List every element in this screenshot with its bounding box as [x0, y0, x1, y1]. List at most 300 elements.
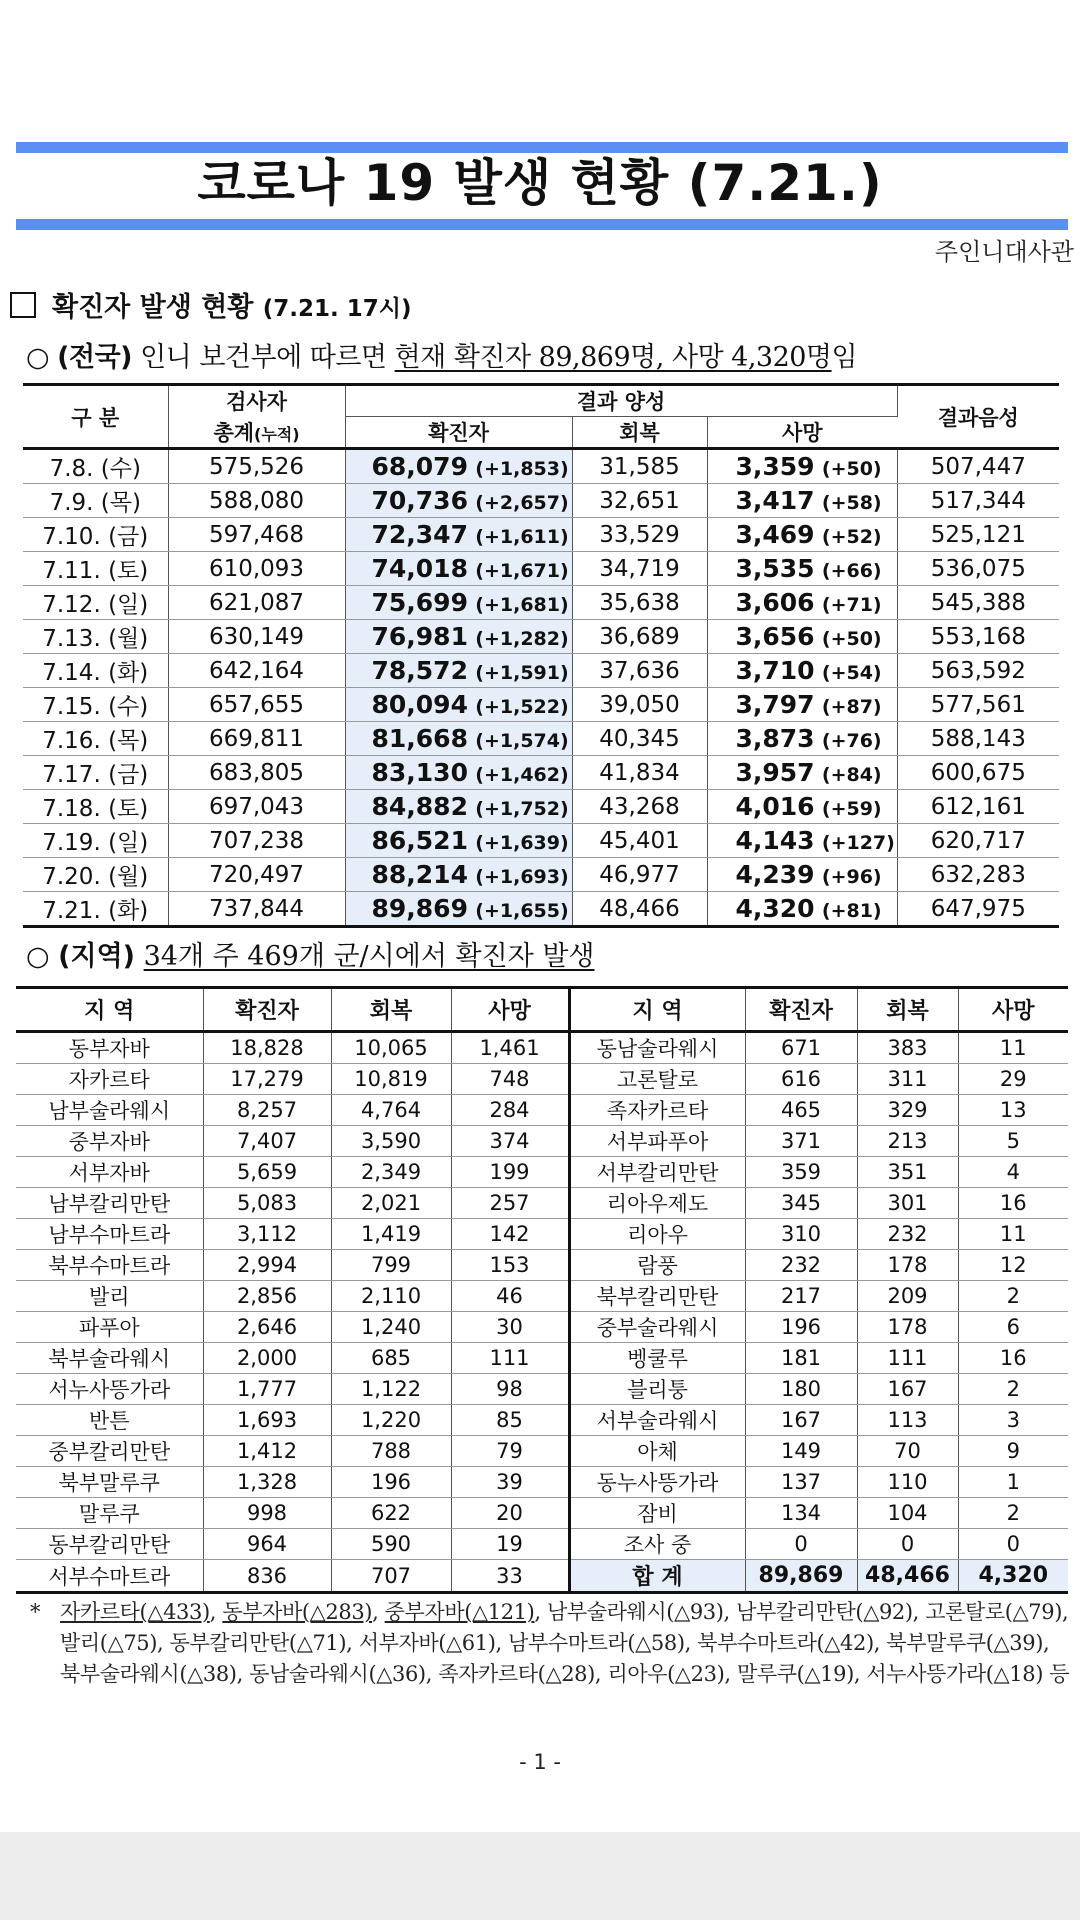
footnote-ul-3: 중부자바(△121) — [384, 1600, 535, 1624]
region-recovered-cell: 113 — [857, 1405, 958, 1436]
region-deaths-cell: 85 — [451, 1405, 569, 1436]
confirmed-cell: 68,079 (+1,853) — [345, 449, 572, 484]
recovered-cell: 34,719 — [572, 552, 707, 586]
recovered-cell: 39,050 — [572, 688, 707, 722]
header-negative: 결과음성 — [897, 385, 1059, 449]
regional-table — [16, 986, 1068, 1594]
table-row — [23, 722, 1059, 756]
negative-cell: 553,168 — [897, 620, 1059, 654]
tested-cell: 630,149 — [168, 620, 345, 654]
table-row — [16, 1498, 1068, 1529]
header-region-left: 지 역 — [16, 988, 203, 1032]
region-name-cell: 블리퉁 — [569, 1374, 745, 1405]
region-name-cell: 합 계 — [569, 1560, 745, 1593]
date-cell: 7.9. (목) — [23, 484, 168, 518]
tested-cell: 669,811 — [168, 722, 345, 756]
confirmed-cell: 72,347 (+1,611) — [345, 518, 572, 552]
region-deaths-cell: 2 — [958, 1498, 1068, 1529]
tested-cell: 588,080 — [168, 484, 345, 518]
recovered-cell: 31,585 — [572, 449, 707, 484]
table-row — [23, 586, 1059, 620]
region-name-cell: 반튼 — [16, 1405, 203, 1436]
region-deaths-cell: 39 — [451, 1467, 569, 1498]
regional-text: 34개 주 469개 군/시에서 확진자 발생 — [143, 941, 595, 972]
date-cell: 7.10. (금) — [23, 518, 168, 552]
region-deaths-cell: 16 — [958, 1343, 1068, 1374]
region-confirmed-cell: 1,693 — [203, 1405, 331, 1436]
negative-cell: 517,344 — [897, 484, 1059, 518]
negative-cell: 545,388 — [897, 586, 1059, 620]
table-row — [16, 1064, 1068, 1095]
confirmed-cell: 80,094 (+1,522) — [345, 688, 572, 722]
region-name-cell: 남부칼리만탄 — [16, 1188, 203, 1219]
region-deaths-cell: 13 — [958, 1095, 1068, 1126]
region-confirmed-cell: 5,083 — [203, 1188, 331, 1219]
table-row — [16, 1374, 1068, 1405]
table-row — [23, 654, 1059, 688]
region-confirmed-cell: 616 — [745, 1064, 857, 1095]
region-name-cell: 동부자바 — [16, 1032, 203, 1064]
recovered-cell: 45,401 — [572, 824, 707, 858]
region-name-cell: 남부술라웨시 — [16, 1095, 203, 1126]
region-name-cell: 남부수마트라 — [16, 1219, 203, 1250]
region-name-cell: 발리 — [16, 1281, 203, 1312]
regional-label: (지역) — [58, 941, 135, 972]
date-cell: 7.13. (월) — [23, 620, 168, 654]
region-confirmed-cell: 1,328 — [203, 1467, 331, 1498]
region-name-cell: 서누사뜽가라 — [16, 1374, 203, 1405]
footnote-ul-1: 자카르타(△433) — [60, 1600, 210, 1624]
table-row — [23, 688, 1059, 722]
region-confirmed-cell: 2,856 — [203, 1281, 331, 1312]
confirmed-cell: 78,572 (+1,591) — [345, 654, 572, 688]
region-name-cell: 중부자바 — [16, 1126, 203, 1157]
region-recovered-cell: 232 — [857, 1219, 958, 1250]
table-row — [16, 1343, 1068, 1374]
date-cell: 7.21. (화) — [23, 892, 168, 927]
date-cell: 7.19. (일) — [23, 824, 168, 858]
page-title: 코로나 19 발생 현황 (7.21.) — [197, 154, 883, 212]
region-deaths-cell: 748 — [451, 1064, 569, 1095]
date-cell: 7.8. (수) — [23, 449, 168, 484]
deaths-cell: 3,710 (+54) — [707, 654, 897, 688]
region-recovered-cell: 110 — [857, 1467, 958, 1498]
region-confirmed-cell: 1,777 — [203, 1374, 331, 1405]
date-cell: 7.14. (화) — [23, 654, 168, 688]
negative-cell: 600,675 — [897, 756, 1059, 790]
region-name-cell: 서부수마트라 — [48, 1564, 171, 1589]
deaths-cell: 3,469 (+52) — [707, 518, 897, 552]
region-confirmed-cell: 180 — [745, 1374, 857, 1405]
table-row — [16, 1188, 1068, 1219]
region-recovered-cell: 707 — [331, 1560, 451, 1593]
region-confirmed-cell: 3,112 — [203, 1219, 331, 1250]
header-region-right: 지 역 — [569, 988, 745, 1032]
confirmed-cell: 84,882 (+1,752) — [345, 790, 572, 824]
region-deaths-cell: 257 — [451, 1188, 569, 1219]
region-recovered-cell: 48,466 — [857, 1560, 958, 1593]
region-recovered-cell: 178 — [857, 1312, 958, 1343]
deaths-cell: 4,320 (+81) — [707, 892, 897, 927]
region-deaths-cell: 2 — [958, 1281, 1068, 1312]
recovered-cell: 33,529 — [572, 518, 707, 552]
tested-cell: 720,497 — [168, 858, 345, 892]
header-tested-line2: 총계(누적) — [168, 417, 345, 449]
header-recovered-right: 회복 — [857, 988, 958, 1032]
region-name-cell: 잠비 — [569, 1498, 745, 1529]
recovered-cell: 36,689 — [572, 620, 707, 654]
region-recovered-cell: 383 — [857, 1032, 958, 1064]
date-cell: 7.16. (목) — [23, 722, 168, 756]
region-confirmed-cell: 149 — [745, 1436, 857, 1467]
national-text-highlight: 현재 확진자 89,869명, 사망 4,320명 — [394, 342, 832, 373]
region-name-cell: 중부칼리만탄 — [16, 1436, 203, 1467]
confirmed-cell: 76,981 (+1,282) — [345, 620, 572, 654]
region-recovered-cell: 351 — [857, 1157, 958, 1188]
region-recovered-cell: 329 — [857, 1095, 958, 1126]
region-deaths-cell: 0 — [958, 1529, 1068, 1560]
tested-cell: 737,844 — [168, 892, 345, 927]
region-recovered-cell: 209 — [857, 1281, 958, 1312]
tested-cell: 621,087 — [168, 586, 345, 620]
recovered-cell: 37,636 — [572, 654, 707, 688]
circle-bullet-icon: ○ — [26, 941, 50, 972]
table-row — [16, 1032, 1068, 1064]
region-recovered-cell: 685 — [331, 1343, 451, 1374]
deaths-cell: 4,239 (+96) — [707, 858, 897, 892]
region-deaths-cell: 30 — [451, 1312, 569, 1343]
region-recovered-cell: 301 — [857, 1188, 958, 1219]
date-cell: 7.15. (수) — [23, 688, 168, 722]
tested-cell: 610,093 — [168, 552, 345, 586]
header-recovered-left: 회복 — [331, 988, 451, 1032]
table-row — [23, 552, 1059, 586]
region-name-cell: 아체 — [569, 1436, 745, 1467]
negative-cell: 536,075 — [897, 552, 1059, 586]
recovered-cell: 41,834 — [572, 756, 707, 790]
region-name-cell: 말루쿠 — [16, 1498, 203, 1529]
region-recovered-cell: 590 — [331, 1529, 451, 1560]
recovered-cell: 48,466 — [572, 892, 707, 927]
region-name-cell: 동남술라웨시 — [569, 1032, 745, 1064]
region-recovered-cell: 622 — [331, 1498, 451, 1529]
region-name-cell: 동부칼리만탄 — [16, 1529, 203, 1560]
region-name-cell: 북부술라웨시 — [16, 1343, 203, 1374]
footnote-line1-rest: , 남부술라웨시(△93), 남부칼리만탄(△92), 고론탈로(△79), — [534, 1600, 1069, 1624]
region-deaths-cell: 11 — [958, 1032, 1068, 1064]
region-confirmed-cell: 671 — [745, 1032, 857, 1064]
deaths-cell: 4,016 (+59) — [707, 790, 897, 824]
region-deaths-cell: 142 — [451, 1219, 569, 1250]
deaths-cell: 3,873 (+76) — [707, 722, 897, 756]
region-name-cell: 서부술라웨시 — [569, 1405, 745, 1436]
region-name-cell: 조사 중 — [569, 1529, 745, 1560]
region-recovered-cell: 167 — [857, 1374, 958, 1405]
region-recovered-cell: 1,122 — [331, 1374, 451, 1405]
deaths-cell: 3,535 (+66) — [707, 552, 897, 586]
table-row — [16, 1405, 1068, 1436]
recovered-cell: 32,651 — [572, 484, 707, 518]
region-recovered-cell: 2,349 — [331, 1157, 451, 1188]
table-row — [23, 892, 1059, 927]
table-row — [23, 858, 1059, 892]
confirmed-cell: 81,668 (+1,574) — [345, 722, 572, 756]
header-positive: 결과 양성 — [345, 385, 897, 417]
region-recovered-cell: 2,021 — [331, 1188, 451, 1219]
region-deaths-cell: 1,461 — [451, 1032, 569, 1064]
region-deaths-cell: 6 — [958, 1312, 1068, 1343]
region-confirmed-cell: 310 — [745, 1219, 857, 1250]
table-row — [16, 1126, 1068, 1157]
negative-cell: 563,592 — [897, 654, 1059, 688]
region-recovered-cell: 104 — [857, 1498, 958, 1529]
region-name-cell: 벵쿨루 — [569, 1343, 745, 1374]
table-row — [16, 1560, 1068, 1593]
region-recovered-cell: 111 — [857, 1343, 958, 1374]
region-name-cell: 고론탈로 — [569, 1064, 745, 1095]
date-cell: 7.12. (일) — [23, 586, 168, 620]
region-confirmed-cell: 371 — [745, 1126, 857, 1157]
footnote-line3: 북부술라웨시(△38), 동남술라웨시(△36), 족자카르타(△28), 리아우(△23), 말루쿠(△19), 서누사뜽가라(△18) 등 — [60, 1662, 1070, 1686]
region-deaths-cell: 3 — [958, 1405, 1068, 1436]
region-confirmed-cell: 17,279 — [203, 1064, 331, 1095]
table-row — [16, 1219, 1068, 1250]
region-name-cell: 서부칼리만탄 — [569, 1157, 745, 1188]
region-recovered-cell: 311 — [857, 1064, 958, 1095]
national-summary — [26, 335, 857, 374]
region-confirmed-cell: 1,412 — [203, 1436, 331, 1467]
region-confirmed-cell: 8,257 — [203, 1095, 331, 1126]
table-row — [23, 790, 1059, 824]
region-deaths-cell: 111 — [451, 1343, 569, 1374]
region-recovered-cell: 1,240 — [331, 1312, 451, 1343]
footnote-line1: 자카르타(△433), 동부자바(△283), 중부자바(△121), 남부술라웨시(△93), 남부칼리만탄(△92), 고론탈로(△79), — [60, 1600, 1069, 1624]
region-name-cell: 중부술라웨시 — [569, 1312, 745, 1343]
tested-cell: 657,655 — [168, 688, 345, 722]
region-recovered-cell: 2,110 — [331, 1281, 451, 1312]
table-row — [16, 1281, 1068, 1312]
region-deaths-cell: 4 — [958, 1157, 1068, 1188]
region-deaths-cell: 2 — [958, 1374, 1068, 1405]
footnote-line2: 발리(△75), 동부칼리만탄(△71), 서부자바(△61), 남부수마트라(△58), 북부수마트라(△42), 북부말루쿠(△39), — [60, 1631, 1050, 1655]
checkbox-square-icon — [10, 292, 36, 318]
region-recovered-cell: 799 — [331, 1250, 451, 1281]
region-recovered-cell: 10,819 — [331, 1064, 451, 1095]
region-deaths-cell: 153 — [451, 1250, 569, 1281]
footnote-star: * — [30, 1600, 41, 1624]
header-confirmed: 확진자 — [345, 417, 572, 449]
table-row — [23, 620, 1059, 654]
region-confirmed-cell: 196 — [745, 1312, 857, 1343]
region-confirmed-cell: 2,000 — [203, 1343, 331, 1374]
region-recovered-cell: 213 — [857, 1126, 958, 1157]
section-title: 확진자 발생 현황 — [52, 292, 254, 323]
region-name-cell: 리아우제도 — [569, 1188, 745, 1219]
recovered-cell: 35,638 — [572, 586, 707, 620]
region-confirmed-cell: 217 — [745, 1281, 857, 1312]
table-row — [23, 518, 1059, 552]
tested-cell: 575,526 — [168, 449, 345, 484]
region-name-cell: 자카르타 — [16, 1064, 203, 1095]
deaths-cell: 3,656 (+50) — [707, 620, 897, 654]
circle-bullet-icon: ○ — [26, 342, 50, 373]
national-text-pre: 인니 보건부에 따르면 — [140, 342, 387, 373]
region-deaths-cell: 199 — [451, 1157, 569, 1188]
title-bottom-bar — [16, 219, 1068, 230]
confirmed-cell: 75,699 (+1,681) — [345, 586, 572, 620]
negative-cell: 620,717 — [897, 824, 1059, 858]
region-name-cell: 파푸아 — [16, 1312, 203, 1343]
region-recovered-cell: 1,220 — [331, 1405, 451, 1436]
national-text-post: 임 — [831, 342, 858, 373]
region-name-cell: 람풍 — [569, 1250, 745, 1281]
region-name-cell: 북부칼리만탄 — [569, 1281, 745, 1312]
region-recovered-cell: 178 — [857, 1250, 958, 1281]
national-label: (전국) — [57, 342, 132, 373]
region-recovered-cell: 4,764 — [331, 1095, 451, 1126]
region-confirmed-cell: 89,869 — [745, 1560, 857, 1593]
page-number: - 1 - — [519, 1750, 561, 1774]
tested-cell: 707,238 — [168, 824, 345, 858]
region-confirmed-cell: 137 — [745, 1467, 857, 1498]
tested-cell: 697,043 — [168, 790, 345, 824]
tested-cell: 683,805 — [168, 756, 345, 790]
region-confirmed-cell: 345 — [745, 1188, 857, 1219]
negative-cell: 588,143 — [897, 722, 1059, 756]
confirmed-cell: 74,018 (+1,671) — [345, 552, 572, 586]
region-deaths-cell: 19 — [451, 1529, 569, 1560]
deaths-cell: 3,957 (+84) — [707, 756, 897, 790]
region-deaths-cell: 4,320 — [958, 1560, 1068, 1593]
date-cell: 7.20. (월) — [23, 858, 168, 892]
table-row — [23, 449, 1059, 484]
table-row — [16, 1250, 1068, 1281]
header-deaths: 사망 — [707, 417, 897, 449]
region-name-cell: 족자카르타 — [569, 1095, 745, 1126]
region-confirmed-cell: 0 — [745, 1529, 857, 1560]
footnote — [30, 1597, 1076, 1690]
date-cell: 7.11. (토) — [23, 552, 168, 586]
deaths-cell: 4,143 (+127) — [707, 824, 897, 858]
header-deaths-left: 사망 — [451, 988, 569, 1032]
table-row — [23, 824, 1059, 858]
region-confirmed-cell: 18,828 — [203, 1032, 331, 1064]
header-confirmed-right: 확진자 — [745, 988, 857, 1032]
region-recovered-cell: 196 — [331, 1467, 451, 1498]
region-deaths-cell: 16 — [958, 1188, 1068, 1219]
confirmed-cell: 89,869 (+1,655) — [345, 892, 572, 927]
table-row — [16, 1436, 1068, 1467]
region-confirmed-cell: 836 — [203, 1560, 331, 1593]
region-deaths-cell: 98 — [451, 1374, 569, 1405]
region-deaths-cell: 79 — [451, 1436, 569, 1467]
region-deaths-cell: 5 — [958, 1126, 1068, 1157]
region-confirmed-cell: 134 — [745, 1498, 857, 1529]
header-tested-cumulative: (누적) — [254, 424, 300, 444]
table-row — [16, 1095, 1068, 1126]
date-cell: 7.17. (금) — [23, 756, 168, 790]
region-confirmed-cell: 2,994 — [203, 1250, 331, 1281]
region-confirmed-cell: 181 — [745, 1343, 857, 1374]
recovered-cell: 43,268 — [572, 790, 707, 824]
region-confirmed-cell: 7,407 — [203, 1126, 331, 1157]
negative-cell: 577,561 — [897, 688, 1059, 722]
deaths-cell: 3,797 (+87) — [707, 688, 897, 722]
confirmed-cell: 86,521 (+1,639) — [345, 824, 572, 858]
region-deaths-cell: 284 — [451, 1095, 569, 1126]
region-recovered-cell: 1,419 — [331, 1219, 451, 1250]
section-time: (7.21. 17시) — [262, 296, 412, 322]
page-bottom-background — [0, 1832, 1080, 1920]
region-deaths-cell: 9 — [958, 1436, 1068, 1467]
region-deaths-cell: 11 — [958, 1219, 1068, 1250]
region-deaths-cell: 374 — [451, 1126, 569, 1157]
region-confirmed-cell: 5,659 — [203, 1157, 331, 1188]
header-date: 구 분 — [23, 385, 168, 449]
region-name-cell: 동누사뜽가라 — [569, 1467, 745, 1498]
region-deaths-cell: 46 — [451, 1281, 569, 1312]
region-recovered-cell: 3,590 — [331, 1126, 451, 1157]
region-recovered-cell: 10,065 — [331, 1032, 451, 1064]
table-row — [23, 484, 1059, 518]
region-deaths-cell: 1 — [958, 1467, 1068, 1498]
deaths-cell: 3,606 (+71) — [707, 586, 897, 620]
confirmed-cell: 70,736 (+2,657) — [345, 484, 572, 518]
table-row — [16, 1312, 1068, 1343]
region-confirmed-cell: 359 — [745, 1157, 857, 1188]
tested-cell: 597,468 — [168, 518, 345, 552]
header-recovered: 회복 — [572, 417, 707, 449]
regional-summary — [26, 934, 594, 973]
region-deaths-cell: 29 — [958, 1064, 1068, 1095]
table-row — [16, 1467, 1068, 1498]
negative-cell: 647,975 — [897, 892, 1059, 927]
header-tested-line1: 검사자 — [168, 385, 345, 417]
region-confirmed-cell: 998 — [203, 1498, 331, 1529]
deaths-cell: 3,417 (+58) — [707, 484, 897, 518]
region-recovered-cell: 70 — [857, 1436, 958, 1467]
region-recovered-cell: 0 — [857, 1529, 958, 1560]
section-heading — [10, 285, 412, 324]
recovered-cell: 40,345 — [572, 722, 707, 756]
region-deaths-cell: 33 — [451, 1560, 569, 1593]
region-confirmed-cell: 964 — [203, 1529, 331, 1560]
region-confirmed-cell: 167 — [745, 1405, 857, 1436]
negative-cell: 525,121 — [897, 518, 1059, 552]
negative-cell: 632,283 — [897, 858, 1059, 892]
region-name-cell: 북부수마트라 — [16, 1250, 203, 1281]
confirmed-cell: 88,214 (+1,693) — [345, 858, 572, 892]
table-row — [16, 1529, 1068, 1560]
table-row — [23, 756, 1059, 790]
negative-cell: 507,447 — [897, 449, 1059, 484]
header-deaths-right: 사망 — [958, 988, 1068, 1032]
national-table — [23, 383, 1059, 928]
region-deaths-cell: 12 — [958, 1250, 1068, 1281]
negative-cell: 612,161 — [897, 790, 1059, 824]
region-name-cell: 리아우 — [569, 1219, 745, 1250]
recovered-cell: 46,977 — [572, 858, 707, 892]
region-name-cell: 북부말루쿠 — [16, 1467, 203, 1498]
header-confirmed-left: 확진자 — [203, 988, 331, 1032]
region-name-cell: 서부자바 — [16, 1157, 203, 1188]
region-name-cell: 서부파푸아 — [569, 1126, 745, 1157]
table-row — [16, 1157, 1068, 1188]
organization-label: 주인니대사관 — [934, 238, 1074, 266]
confirmed-cell: 83,130 (+1,462) — [345, 756, 572, 790]
region-confirmed-cell: 465 — [745, 1095, 857, 1126]
deaths-cell: 3,359 (+50) — [707, 449, 897, 484]
